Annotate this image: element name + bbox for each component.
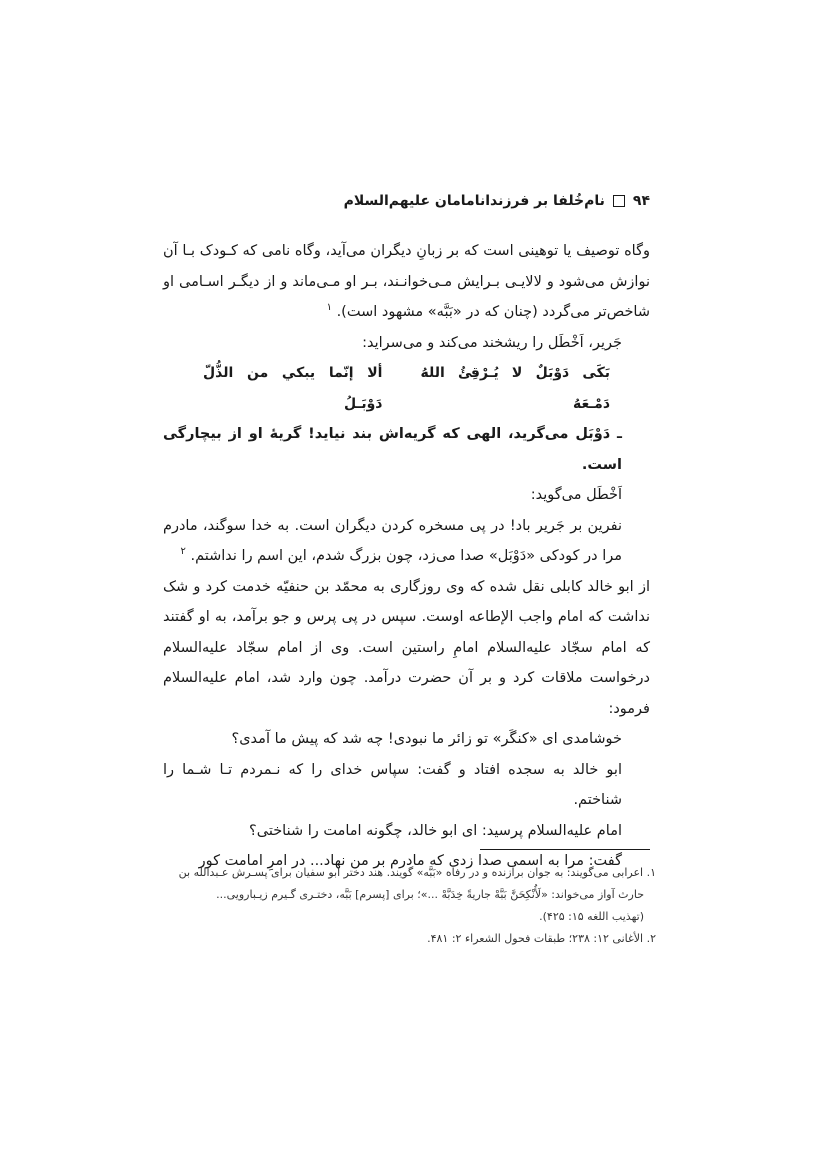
paragraph: از ابو خالد کابلی نقل شده که وی روزگاری به محمّد بن حنفیّه خدمت کرد و شک نداشت که امام واجب الإطاعه اوست. سپس در پی پرس و جو برآمد، به او گفتند که امام سجّاد عليه‌السلام امامِ راستین است. وی از امام سجّاد عليه‌السلام درخواست ملاقات کرد و بر آن حضرت درآمد. چون وارد شد، امام عليه‌السلام فرمود:: [163, 578, 650, 717]
footnote-line: حارث آواز می‌خواند: «لَأُنْكِحَنَّ بَبَّهْ جاريةً خِدَبَّهْ ...»؛ برای [پسرم] بَبَّه، دختـری گـیرم زیـبارویی...: [216, 888, 644, 901]
paragraph: وگاه توصیف یا توهینی است که بر زبانِ دیگران می‌آید، وگاه نامی که کـودک بـا آن نوازش می‌شود و لالایـی بـرایش مـی‌خوانـند، بـر او مـی‌ماند و از دیگـر اسـامی او شاخص‌تر می‌گردد (چنان که در «بَبَّه» مشهود است). $^۱$: [163, 243, 650, 320]
footnote-line: ۱. اعرابی می‌گویند: به جوان برازنده و در رفاه «بَبَّه» گویند. هند دختر ابو سفیان برای پسـرش عـبدالله بن: [178, 866, 656, 879]
quote-paragraph: خوشامدی ای «کنگَر» تو زائر ما نبودی! چه شد که پیش ما آمدی؟: [231, 731, 622, 747]
footnotes: [161, 862, 656, 950]
footnote-line: (تهذيب اللغه ۱۵: ۴۲۵).: [539, 910, 644, 923]
footnote-line: ۲. الأغانی ۱۲: ۲۳۸؛ طبقات فحول الشعراء ۲: ۴۸۱.: [427, 932, 656, 945]
paragraph: اَخْطَل می‌گوید:: [530, 487, 622, 503]
quote-paragraph: گفت: مرا به اسمی صدا زدی که مادرم بر من نهاد... در امرِ امامت کور: [198, 853, 622, 869]
poem-hemistich-1: بَكَى دَوْبَلٌ لا يُـرْقِئُ اللهُ دَمْـعَهُ: [420, 365, 610, 412]
quote-paragraph: امام عليه‌السلام پرسید: ای ابو خالد، چگونه امامت را شناختی؟: [249, 822, 622, 839]
quote-paragraph: نفرین بر جَریر باد! در پی مسخره کردن دیگران است. به خدا سوگند، مادرم مرا در کودکی «دَوْبَل» صدا می‌زد، چون بزرگ شدم، این اسم را نداشتم. $^۲$: [163, 517, 622, 564]
square-bullet-icon: [613, 195, 625, 207]
paragraph: جَریر، اَخْطَل را ریشخند می‌کند و می‌سراید:: [362, 334, 622, 351]
page-number: ۹۴: [632, 193, 650, 209]
running-title: نام‌خُلفا بر فرزندانامامان عليهم‌السلام: [343, 193, 605, 209]
footnote-divider: [480, 849, 650, 850]
footnote-marker[interactable]: ۲: [180, 546, 186, 558]
poem-translation: ـ دَوْبَل می‌گرید، الهی که گریه‌اش بند نیاید! گریهٔ او از بیچارگی است.: [163, 426, 622, 473]
quote-paragraph: ابو خالد به سجده افتاد و گفت: سپاس خدای را که نـمردم تـا شـما را شناختم.: [163, 761, 622, 808]
poem-verse: [163, 358, 650, 419]
running-header: [170, 193, 650, 209]
main-text: [163, 236, 650, 877]
footnote-marker[interactable]: ۱: [326, 302, 332, 314]
poem-hemistich-2: ألا إنّما يبكي من الذُّلّ دَوْبَـلُ: [203, 365, 383, 412]
